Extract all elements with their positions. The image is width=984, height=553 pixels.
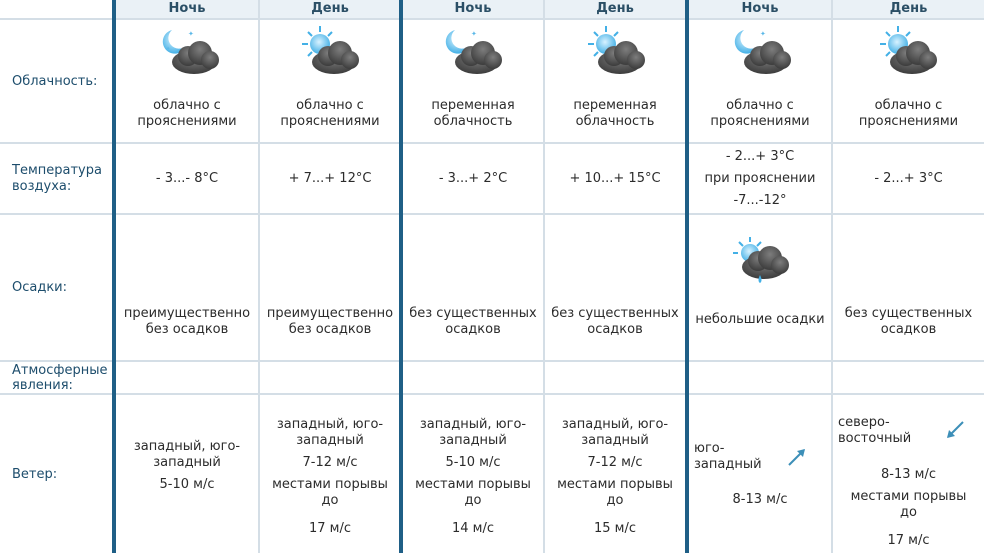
wind-direction: западный, юго- bbox=[133, 439, 241, 454]
label-atmospheric-text: Атмосферные явления: bbox=[12, 362, 108, 393]
wind-gusts-label: местами порывы bbox=[557, 477, 673, 492]
wind-cell-6-direction bbox=[838, 414, 918, 448]
precip-line: без существенных bbox=[409, 306, 537, 321]
precip-line: преимущественно bbox=[266, 306, 394, 321]
cloud-desc-line: облачно с bbox=[874, 98, 943, 113]
wind-gusts-label: местами порывы bbox=[850, 489, 967, 504]
cloud-desc-line: облачно с bbox=[153, 98, 221, 113]
row-divider bbox=[0, 360, 984, 362]
arrow-northeast-icon bbox=[786, 446, 808, 468]
temp-value: + 10...+ 15°C bbox=[569, 170, 661, 186]
cloud-desc-2 bbox=[260, 96, 400, 132]
svg-text:✦: ✦ bbox=[166, 46, 171, 52]
wind-direction: западный bbox=[694, 457, 762, 472]
wind-gusts-to: до bbox=[464, 493, 482, 508]
temp-value: - 2...+ 3°C bbox=[874, 170, 943, 186]
wind-gusts-to: до bbox=[606, 493, 624, 508]
wind-direction: западный bbox=[296, 433, 364, 448]
precip-line: осадков bbox=[880, 322, 937, 337]
cloud-desc-6 bbox=[833, 96, 984, 132]
precip-line: осадков bbox=[445, 322, 501, 337]
label-wind: Ветер: bbox=[12, 466, 58, 482]
day-cloudy-icon bbox=[584, 24, 646, 76]
wind-gusts-label: местами порывы bbox=[272, 477, 388, 492]
day-cloudy-icon bbox=[298, 24, 360, 76]
wind-gusts-label: местами порывы bbox=[415, 477, 531, 492]
precip-cell-5 bbox=[689, 310, 831, 330]
cloud-desc-line: прояснениями bbox=[137, 114, 237, 129]
precip-line: без существенных bbox=[844, 306, 973, 321]
precip-cell-2 bbox=[260, 302, 400, 342]
wind-speed: 8-13 м/с bbox=[881, 467, 936, 482]
wind-speed: 7-12 м/с bbox=[587, 455, 643, 470]
row-divider bbox=[0, 393, 984, 395]
wind-speed: 7-12 м/с bbox=[302, 455, 358, 470]
precip-line: небольшие осадки bbox=[695, 312, 825, 327]
column-divider-thick bbox=[685, 0, 689, 553]
svg-text:✦: ✦ bbox=[471, 30, 477, 38]
precip-line: осадков bbox=[587, 322, 643, 337]
cloud-desc-1 bbox=[116, 96, 258, 132]
temp-value: - 3...- 8°C bbox=[155, 170, 219, 186]
temp-value-clear: -7...-12° bbox=[733, 192, 787, 208]
wind-direction: западный, юго- bbox=[561, 417, 669, 432]
wind-cell-5-speed bbox=[689, 490, 831, 510]
wind-speed: 5-10 м/с bbox=[445, 455, 501, 470]
temp-value: - 2...+ 3°C bbox=[725, 148, 795, 164]
temp-cell-4 bbox=[545, 144, 685, 213]
label-temperature bbox=[0, 144, 114, 213]
precip-line: без осадков bbox=[145, 322, 229, 337]
cloud-desc-line: прояснениями bbox=[710, 114, 810, 129]
cloud-desc-line: прояснениями bbox=[280, 114, 380, 129]
wind-direction: западный bbox=[153, 455, 221, 470]
precip-cell-1 bbox=[116, 302, 258, 342]
cloud-desc-line: переменная bbox=[573, 98, 657, 113]
precip-cell-4 bbox=[545, 302, 685, 342]
temp-value: + 7...+ 12°C bbox=[288, 170, 372, 186]
wind-cell-5-direction bbox=[694, 440, 774, 474]
svg-text:✦: ✦ bbox=[188, 30, 194, 38]
night-cloudy-icon bbox=[443, 26, 503, 76]
cloud-desc-line: прояснениями bbox=[858, 114, 959, 129]
header-col-5: Ночь bbox=[689, 0, 831, 18]
cloud-desc-line: облачно с bbox=[726, 98, 794, 113]
wind-gusts-value: 17 м/с bbox=[308, 521, 351, 536]
light-rain-icon bbox=[730, 235, 790, 290]
cloud-desc-4 bbox=[545, 96, 685, 132]
wind-direction: юго- bbox=[694, 441, 725, 456]
temp-value: - 3...+ 2°C bbox=[438, 170, 508, 186]
header-col-4: День bbox=[545, 0, 685, 18]
header-col-2: День bbox=[260, 0, 400, 18]
header-col-3: Ночь bbox=[403, 0, 543, 18]
temp-note: при прояснении bbox=[704, 170, 816, 186]
cloud-desc-3 bbox=[403, 96, 543, 132]
cloud-desc-line: облачно с bbox=[296, 98, 364, 113]
precip-line: без осадков bbox=[288, 322, 372, 337]
wind-gusts-to: до bbox=[321, 493, 339, 508]
wind-direction: западный, юго- bbox=[276, 417, 384, 432]
row-divider bbox=[0, 213, 984, 215]
wind-cell-1 bbox=[116, 437, 258, 497]
cloud-desc-line: облачность bbox=[575, 114, 655, 129]
label-cloudiness: Облачность: bbox=[12, 73, 98, 89]
cloud-desc-line: переменная bbox=[431, 98, 515, 113]
header-col-6: День bbox=[833, 0, 984, 18]
night-cloudy-icon bbox=[160, 26, 220, 76]
wind-direction: западный bbox=[439, 433, 507, 448]
wind-cell-4 bbox=[545, 412, 685, 542]
row-divider bbox=[0, 18, 984, 20]
label-atmospheric bbox=[0, 362, 114, 393]
precip-cell-3 bbox=[403, 302, 543, 342]
header-col-1: Ночь bbox=[116, 0, 258, 18]
wind-cell-2 bbox=[260, 412, 400, 542]
wind-cell-6 bbox=[833, 466, 984, 550]
wind-gusts-to: до bbox=[900, 505, 917, 520]
night-cloudy-icon bbox=[732, 26, 792, 76]
day-cloudy-icon bbox=[876, 24, 938, 76]
cloud-desc-line: облачность bbox=[433, 114, 513, 129]
label-precipitation: Осадки: bbox=[12, 280, 68, 295]
wind-gusts-value: 15 м/с bbox=[593, 521, 636, 536]
temp-cell-5 bbox=[689, 144, 831, 213]
wind-direction: западный bbox=[581, 433, 649, 448]
precip-line: без существенных bbox=[551, 306, 679, 321]
wind-direction: северо- bbox=[838, 415, 890, 430]
temp-cell-3 bbox=[403, 144, 543, 213]
wind-gusts-value: 17 м/с bbox=[887, 533, 930, 548]
wind-speed: 8-13 м/с bbox=[732, 492, 788, 507]
temp-cell-6 bbox=[833, 144, 984, 213]
wind-gusts-value: 14 м/с bbox=[451, 521, 494, 536]
label-temperature-text: Температура воздуха: bbox=[12, 162, 102, 194]
arrow-southwest-icon bbox=[944, 419, 966, 441]
cloud-desc-5 bbox=[689, 96, 831, 132]
temp-cell-1 bbox=[116, 144, 258, 213]
wind-cell-3 bbox=[403, 412, 543, 542]
temp-cell-2 bbox=[260, 144, 400, 213]
wind-speed: 5-10 м/с bbox=[159, 477, 215, 492]
wind-direction: западный, юго- bbox=[419, 417, 527, 432]
svg-text:✦: ✦ bbox=[760, 30, 766, 38]
precip-line: преимущественно bbox=[123, 306, 251, 321]
wind-direction: восточный bbox=[838, 431, 912, 446]
precip-cell-6 bbox=[833, 302, 984, 342]
